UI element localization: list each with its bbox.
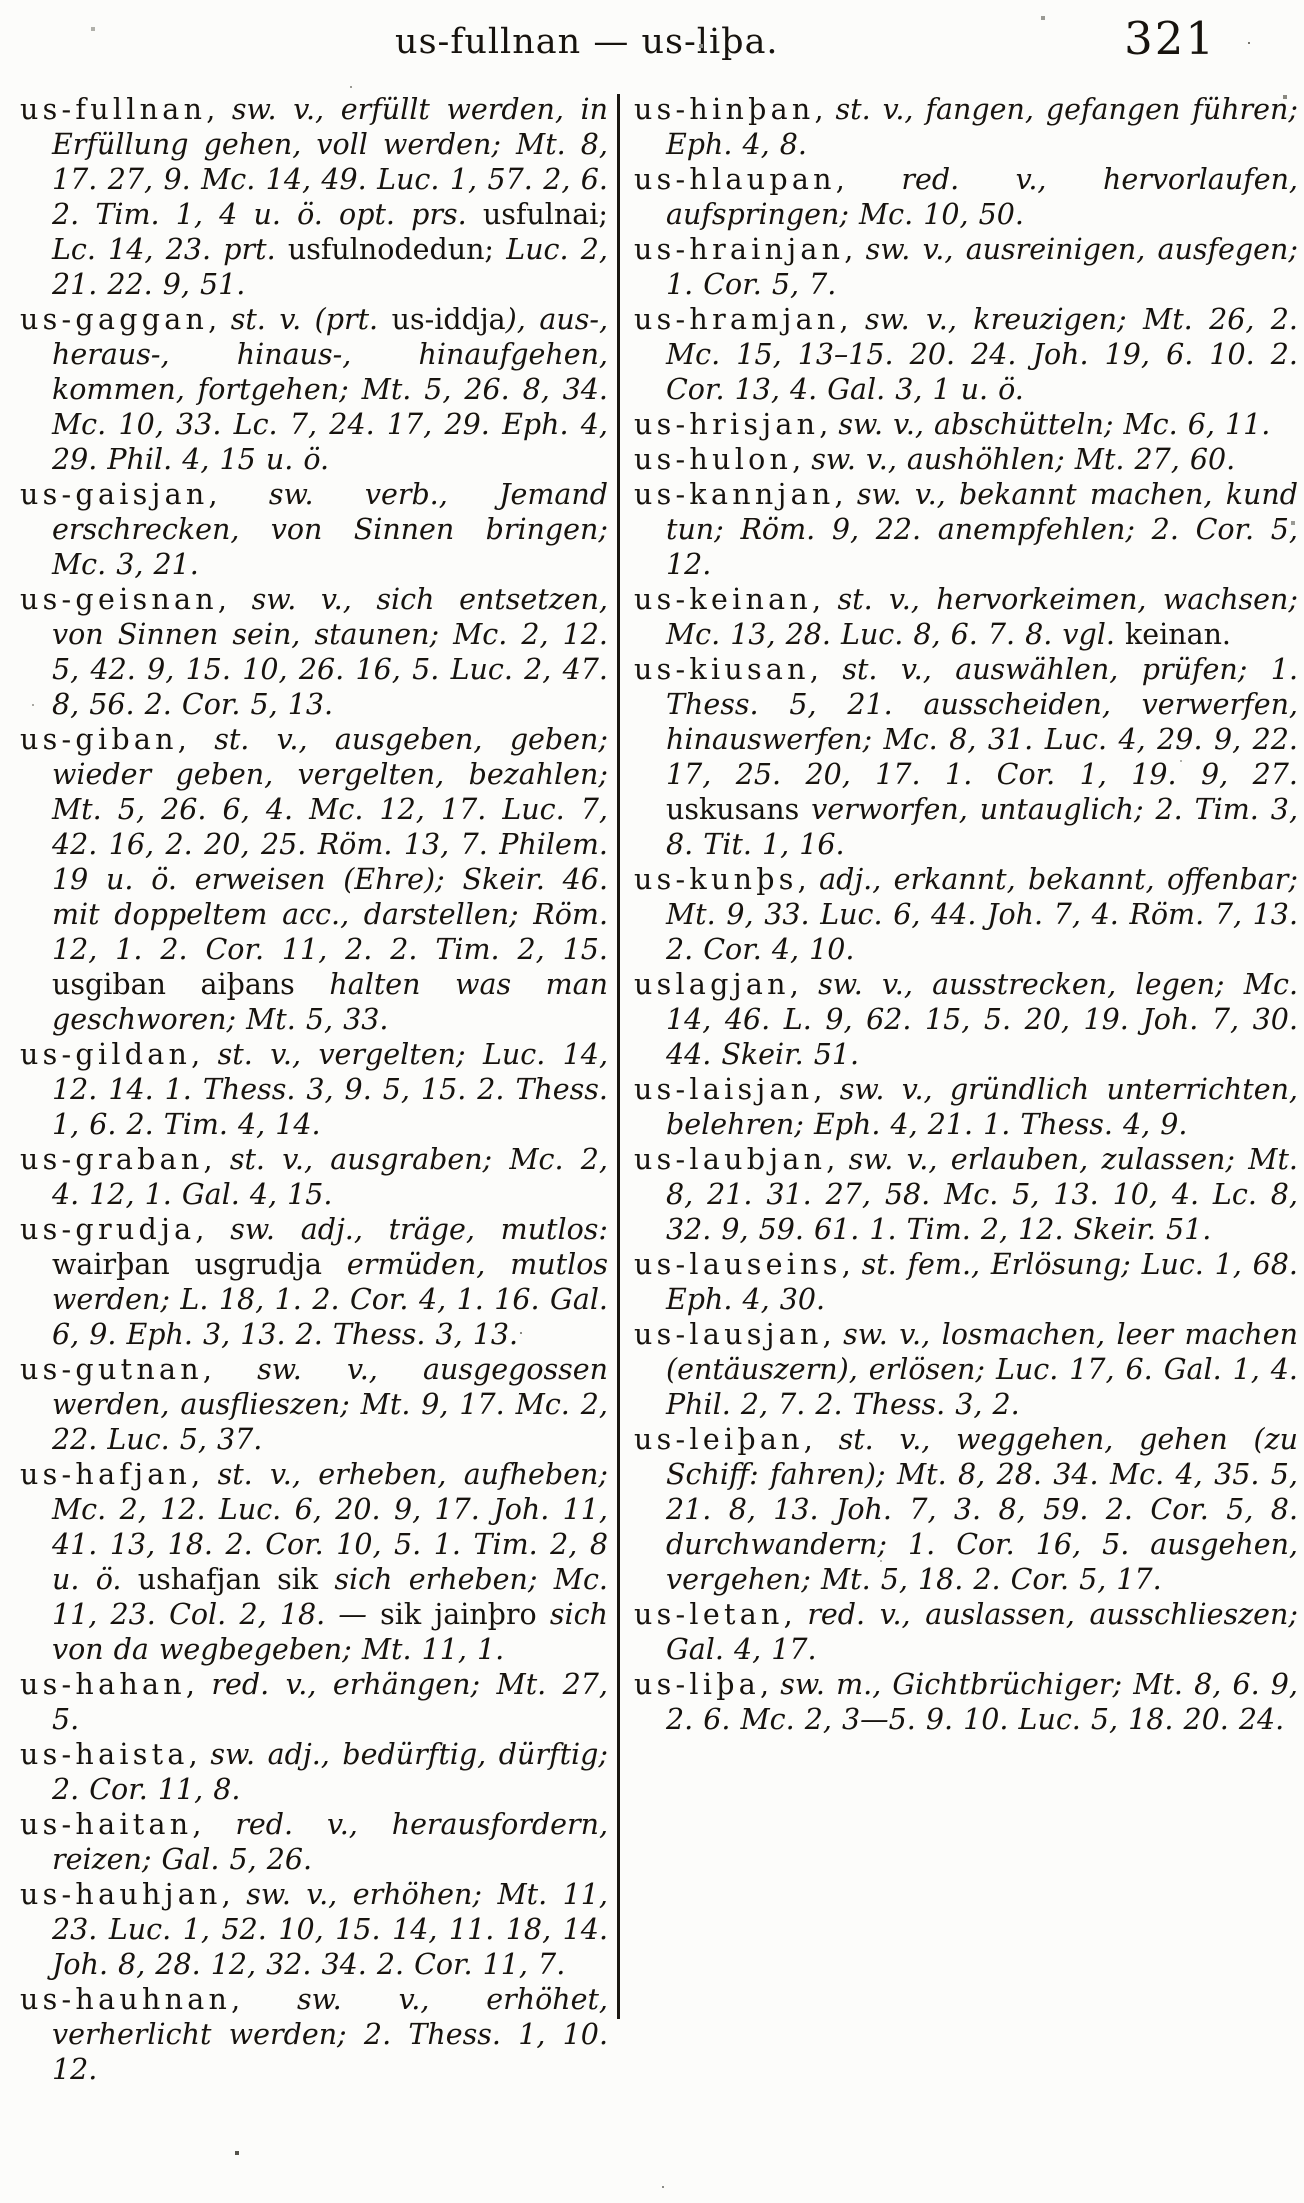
entry-text: ), aus-, heraus-, hinaus-, hinaufgehen, kommen, fortgehen; Mt. 5, 26. 8, 34. Mc. 10, 33. Lc. 7, 24. 17, 29. Eph. 4, 29. Phil. 4, 15 u. ö. xyxy=(52,303,609,476)
dictionary-entry xyxy=(20,477,608,582)
entry-text: red. v., erhängen; Mt. 27, 5. xyxy=(52,1668,608,1736)
dictionary-entry xyxy=(634,967,1298,1072)
dictionary-entry xyxy=(634,1247,1298,1317)
entry-headword: us-gaggan xyxy=(20,303,209,336)
entry-headword: us-gildan xyxy=(20,1038,192,1071)
dictionary-entry xyxy=(20,1457,608,1667)
dictionary-entry xyxy=(634,302,1298,407)
entry-text: st. v., fangen, gefangen führen; Eph. 4, 8. xyxy=(666,93,1298,161)
column-left xyxy=(20,92,608,2087)
entry-text: verworfen, untauglich; 2. Tim. 3, 8. Tit. 1, 16. xyxy=(666,793,1298,861)
entry-headword: us-liþa xyxy=(634,1668,761,1701)
page-header xyxy=(0,0,1304,92)
running-title: us-fullnan — us-liþa. xyxy=(395,22,779,62)
page-number: 321 xyxy=(1124,12,1216,65)
entry-text: , xyxy=(231,1983,298,2016)
entry-headword: us-hlaupan xyxy=(634,163,836,196)
entry-text: st. v., ausgeben, geben; wieder geben, vergelten, bezahlen; Mt. 5, 26. 6, 4. Mc. 12, 17. Luc. 7, 42. 16, 2. 20, 25. Röm. 13, 7. Philem. 19 u. ö. erweisen (Ehre); Skeir. 46. mit doppeltem acc., darstellen; Röm. 12, 1. 2. Cor. 11, 2. 2. Tim. 2, 15. xyxy=(52,723,608,966)
entry-text: , xyxy=(208,478,269,511)
entry-text: , xyxy=(206,93,232,126)
entry-headword: us-hauhjan xyxy=(20,1878,222,1911)
entry-text: , xyxy=(188,1738,211,1771)
entry-text: wairþan usgrudja xyxy=(52,1248,347,1281)
dictionary-entry xyxy=(20,1352,608,1457)
dictionary-entry xyxy=(634,162,1298,232)
entry-text: , xyxy=(826,1143,849,1176)
entry-text: , xyxy=(835,163,902,196)
entry-text: sw. v., losmachen, leer machen (entäuszern), erlösen; Luc. 17, 6. Gal. 1, 4. Phil. 2, 7. 2. Thess. 3, 2. xyxy=(666,1318,1299,1421)
entry-text: uskusans xyxy=(666,793,812,826)
entry-text: halten was man geschworen; Mt. 5, 33. xyxy=(52,968,609,1036)
entry-text: red. v., hervorlaufen, aufspringen; Mc. 10, 50. xyxy=(666,163,1298,231)
entry-text: st. v., erheben, aufheben; Mc. 2, 12. Luc. 6, 20. 9, 17. Joh. 11, 41. 13, 18. 2. Cor. 10, 5. 1. Tim. 2, 8 u. ö. xyxy=(52,1458,608,1596)
entry-headword: us-gaisjan xyxy=(20,478,209,511)
entry-text: , xyxy=(819,408,839,441)
entry-text: , xyxy=(208,303,231,336)
dictionary-entry xyxy=(20,1877,608,1982)
dictionary-entry xyxy=(20,1037,608,1142)
entry-text: sw. adj., bedürftig, dürftig; 2. Cor. 11, 8. xyxy=(52,1738,608,1806)
dictionary-entry xyxy=(20,92,608,302)
entry-text: keinan. xyxy=(1124,618,1231,651)
entry-text: usgiban aiþans xyxy=(52,968,330,1001)
dictionary-entry xyxy=(634,582,1298,652)
entry-headword: us-hinþan xyxy=(634,93,815,126)
dictionary-entry xyxy=(634,1142,1298,1247)
dictionary-entry xyxy=(634,652,1298,862)
entry-text: st. v., vergelten; Luc. 14, 12. 14. 1. Thess. 3, 9. 5, 15. 2. Thess. 1, 6. 2. Tim. 4, 14. xyxy=(52,1038,608,1141)
entry-text: , xyxy=(221,1878,247,1911)
dictionary-entry xyxy=(634,1597,1298,1667)
dictionary-entry xyxy=(634,477,1298,582)
entry-text: , xyxy=(177,723,215,756)
entry-text: , xyxy=(814,93,836,126)
dictionary-entry xyxy=(20,1142,608,1212)
entry-text: Lc. 14, 23. prt. xyxy=(52,233,288,266)
entry-text: , xyxy=(195,1213,231,1246)
dictionary-entry xyxy=(634,442,1298,477)
entry-headword: us-gutnan xyxy=(20,1353,203,1386)
dictionary-entry xyxy=(634,1422,1298,1597)
dictionary-entry xyxy=(20,302,608,477)
entry-text: , xyxy=(792,443,812,476)
entry-text: sw. v., erhöhen; Mt. 11, 23. Luc. 1, 52. 10, 15. 14, 11. 18, 14. Joh. 8, 28. 12, 32. 34. 2. Cor. 11, 7. xyxy=(52,1878,608,1981)
entry-headword: us-kunþs xyxy=(634,863,798,896)
entry-text: red. v., auslassen, ausschlieszen; Gal. 4, 17. xyxy=(666,1598,1298,1666)
entry-text: , xyxy=(760,1668,781,1701)
entry-text: usfulnodedun; xyxy=(287,233,507,266)
dictionary-entry xyxy=(20,1807,608,1877)
column-right xyxy=(634,92,1298,2087)
entry-text: sw. v., sich entsetzen, von Sinnen sein, staunen; Mc. 2, 12. 5, 42. 9, 15. 10, 26. 16, 5. Luc. 2, 47. 8, 56. 2. Cor. 5, 13. xyxy=(52,583,608,721)
entry-headword: us-keinan xyxy=(634,583,813,616)
entry-headword: us-lausjan xyxy=(634,1318,823,1351)
entry-text: ushafjan sik xyxy=(137,1563,335,1596)
dictionary-entry xyxy=(20,1982,608,2087)
entry-headword: us-haista xyxy=(20,1738,189,1771)
entry-text: sw. v., erhöhet, verherlicht werden; 2. Thess. 1, 10. 12. xyxy=(52,1983,608,2086)
entry-headword: us-hrainjan xyxy=(634,233,845,266)
entry-text: , xyxy=(809,653,843,686)
entry-text: st. v., weggehen, gehen (zu Schiff: fahren); Mt. 8, 28. 34. Mc. 4, 35. 5, 21. 8, 13. Joh. 7, 3. 8, 59. 2. Cor. 5, 8. durchwandern; 1. Cor. 16, 5. ausgehen, vergehen; Mt. 5, 18. 2. Cor. 5, 17. xyxy=(666,1423,1298,1596)
dictionary-entry xyxy=(634,1667,1298,1737)
entry-text: , xyxy=(803,1423,839,1456)
entry-text: Luc. 2, 21. 22. 9, 51. xyxy=(52,233,608,301)
entry-headword: us-kiusan xyxy=(634,653,810,686)
entry-text: sw. v., abschütteln; Mc. 6, 11. xyxy=(838,408,1271,441)
entry-headword: us-hahan xyxy=(20,1668,186,1701)
entry-text: st. v. (prt. xyxy=(230,303,392,336)
entry-text: usfulnai; xyxy=(482,198,608,231)
entry-text: , xyxy=(203,1143,230,1176)
dictionary-entry xyxy=(634,1072,1298,1142)
entry-text: st. fem., Erlösung; Luc. 1, 68. Eph. 4, 30. xyxy=(666,1248,1298,1316)
entry-text: , xyxy=(783,1598,808,1631)
dictionary-entry xyxy=(634,232,1298,302)
entry-text: , xyxy=(813,1073,840,1106)
entry-text: , xyxy=(185,1668,212,1701)
entry-text: , xyxy=(191,1038,218,1071)
entry-text: , xyxy=(217,583,252,616)
entry-text: , xyxy=(797,863,820,896)
entry-headword: us-hrisjan xyxy=(634,408,820,441)
entry-text: st. v., auswählen, prüfen; 1. Thess. 5, 21. ausscheiden, verwerfen, hinauswerfen; Mc. 8, 31. Luc. 4, 29. 9, 22. 17, 25. 20, 17. 1. Cor. 1, 19. 9, 27. xyxy=(666,653,1298,791)
entry-text: sik jainþro xyxy=(380,1598,550,1631)
entry-headword: us-letan xyxy=(634,1598,784,1631)
entry-text: adj., erkannt, bekannt, offenbar; Mt. 9, 33. Luc. 6, 44. Joh. 7, 4. Röm. 7, 13. 2. Cor. 4, 10. xyxy=(666,863,1298,966)
entry-text: sich erheben; Mc. 11, 23. Col. 2, 18. — xyxy=(52,1563,608,1631)
dictionary-entry xyxy=(20,722,608,1037)
entry-text: , xyxy=(202,1353,258,1386)
entry-headword: us-fullnan xyxy=(20,93,207,126)
entry-text: st. v., ausgraben; Mc. 2, 4. 12, 1. Gal. 4, 15. xyxy=(52,1143,608,1211)
entry-text: us-iddja xyxy=(391,303,506,336)
entry-text: , xyxy=(844,233,866,266)
entry-text: , xyxy=(192,1808,236,1841)
entry-text: , xyxy=(191,1458,218,1491)
entry-text: sw. v., gründlich unterrichten, belehren; Eph. 4, 21. 1. Thess. 4, 9. xyxy=(666,1073,1298,1141)
entry-text: sw. v., ausstrecken, legen; Mc. 14, 46. L. 9, 62. 15, 5. 20, 19. Joh. 7, 30. 44. Skeir. 51. xyxy=(666,968,1299,1071)
dictionary-entry xyxy=(20,582,608,722)
entry-headword: us-kannjan xyxy=(634,478,835,511)
entry-text: red. v., herausfordern, reizen; Gal. 5, 26. xyxy=(52,1808,609,1876)
entry-headword: us-lauseins xyxy=(634,1248,842,1281)
text-body xyxy=(0,92,1304,2087)
entry-text: , xyxy=(822,1318,844,1351)
entry-text: st. v., hervorkeimen, wachsen; Mc. 13, 28. Luc. 8, 6. 7. 8. vgl. xyxy=(666,583,1299,651)
entry-headword: us-giban xyxy=(20,723,178,756)
entry-text: sw. v., kreuzigen; Mt. 26, 2. Mc. 15, 13–15. 20. 24. Joh. 19, 6. 10. 2. Cor. 13, 4. Gal. 3, 1 u. ö. xyxy=(666,303,1298,406)
entry-headword: uslagjan xyxy=(634,968,790,1001)
entry-text: ermüden, mutlos werden; L. 18, 1. 2. Cor. 4, 1. 16. Gal. 6, 9. Eph. 3, 13. 2. Thess. 3, 13. xyxy=(52,1248,608,1351)
entry-headword: us-haitan xyxy=(20,1808,193,1841)
dictionary-entry xyxy=(20,1667,608,1737)
entry-text: , xyxy=(839,303,865,336)
entry-text: , xyxy=(841,1248,862,1281)
entry-text: sw. m., Gichtbrüchiger; Mt. 8, 6. 9, 2. 6. Mc. 2, 3—5. 9. 10. Luc. 5, 18. 20. 24. xyxy=(666,1668,1298,1736)
dictionary-entry xyxy=(20,1212,608,1352)
entry-headword: us-graban xyxy=(20,1143,204,1176)
column-divider xyxy=(617,94,620,2019)
entry-headword: us-hramjan xyxy=(634,303,840,336)
entry-text: sw. v., erlauben, zulassen; Mt. 8, 21. 31. 27, 58. Mc. 5, 13. 10, 4. Lc. 8, 32. 9, 59. 61. 1. Tim. 2, 12. Skeir. 51. xyxy=(666,1143,1298,1246)
dictionary-entry xyxy=(634,1317,1298,1422)
dictionary-entry xyxy=(20,1737,608,1807)
entry-text: , xyxy=(812,583,838,616)
dictionary-entry xyxy=(634,92,1298,162)
entry-text: sw. verb., Jemand erschrecken, von Sinnen bringen; Mc. 3, 21. xyxy=(52,478,608,581)
entry-text: , xyxy=(834,478,857,511)
entry-text: sw. v., ausgegossen werden, ausflieszen; Mt. 9, 17. Mc. 2, 22. Luc. 5, 37. xyxy=(52,1353,608,1456)
entry-headword: us-laisjan xyxy=(634,1073,814,1106)
entry-text: sw. v., aushöhlen; Mt. 27, 60. xyxy=(811,443,1236,476)
dictionary-entry xyxy=(634,862,1298,967)
entry-text: , xyxy=(789,968,819,1001)
entry-text: sich von da wegbegeben; Mt. 11, 1. xyxy=(52,1598,608,1666)
entry-headword: us-hulon xyxy=(634,443,793,476)
entry-headword: us-hafjan xyxy=(20,1458,192,1491)
entry-text: sw. v., erfüllt werden, in Erfüllung gehen, voll werden; Mt. 8, 17. 27, 9. Mc. 14, 49. Luc. 1, 57. 2, 6. 2. Tim. 1, 4 u. ö. opt. prs. xyxy=(52,93,609,231)
entry-headword: us-grudja xyxy=(20,1213,196,1246)
entry-text: sw. adj., träge, mutlos: xyxy=(230,1213,609,1246)
entry-headword: us-laubjan xyxy=(634,1143,827,1176)
entry-text: sw. v., bekannt machen, kund tun; Röm. 9, 22. anempfehlen; 2. Cor. 5, 12. xyxy=(666,478,1298,581)
entry-text: sw. v., ausreinigen, ausfegen; 1. Cor. 5, 7. xyxy=(666,233,1298,301)
entry-headword: us-hauhnan xyxy=(20,1983,232,2016)
entry-headword: us-leiþan xyxy=(634,1423,804,1456)
dictionary-entry xyxy=(634,407,1298,442)
entry-headword: us-geisnan xyxy=(20,583,218,616)
